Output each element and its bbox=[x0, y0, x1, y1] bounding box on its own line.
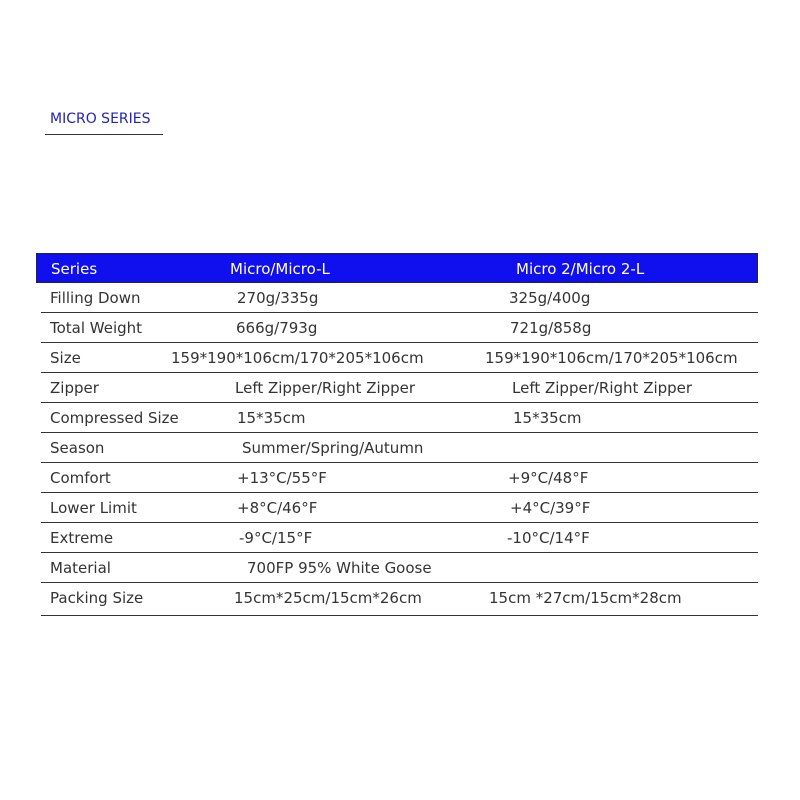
row-label: Filling Down bbox=[50, 289, 141, 307]
cell-micro: 159*190*106cm/170*205*106cm bbox=[171, 349, 424, 367]
cell-micro-2: -10°C/14°F bbox=[507, 529, 590, 547]
cell-micro-2: Left Zipper/Right Zipper bbox=[512, 379, 693, 397]
cell-micro: -9°C/15°F bbox=[239, 529, 313, 547]
cell-micro: +13°C/55°F bbox=[237, 469, 327, 487]
cell-micro: Summer/Spring/Autumn bbox=[242, 439, 424, 457]
cell-micro-2: 15cm *27cm/15cm*28cm bbox=[489, 589, 682, 607]
table-row bbox=[41, 553, 758, 583]
table-row bbox=[41, 433, 758, 463]
cell-micro: 666g/793g bbox=[236, 319, 318, 337]
cell-micro: 270g/335g bbox=[237, 289, 319, 307]
cell-micro-2: 15*35cm bbox=[513, 409, 582, 427]
row-label: Material bbox=[50, 559, 111, 577]
row-label: Compressed Size bbox=[50, 409, 179, 427]
cell-micro-2: 325g/400g bbox=[509, 289, 591, 307]
table-row bbox=[41, 313, 758, 343]
table-row bbox=[41, 283, 758, 313]
spec-table bbox=[36, 253, 758, 616]
cell-micro: Left Zipper/Right Zipper bbox=[235, 379, 416, 397]
row-label: Size bbox=[50, 349, 81, 367]
cell-micro: +8°C/46°F bbox=[237, 499, 318, 517]
row-label: Lower Limit bbox=[50, 499, 137, 517]
cell-micro-2: +4°C/39°F bbox=[510, 499, 591, 517]
table-row bbox=[41, 523, 758, 553]
table-row bbox=[41, 403, 758, 433]
row-label: Comfort bbox=[50, 469, 111, 487]
table-row bbox=[41, 343, 758, 373]
header-micro-2: Micro 2/Micro 2-L bbox=[516, 260, 645, 278]
table-header-row bbox=[36, 253, 758, 283]
cell-micro: 15cm*25cm/15cm*26cm bbox=[234, 589, 422, 607]
cell-micro-2: 721g/858g bbox=[510, 319, 592, 337]
cell-micro-2: +9°C/48°F bbox=[508, 469, 589, 487]
row-label: Zipper bbox=[50, 379, 99, 397]
header-series: Series bbox=[51, 260, 98, 278]
header-micro: Micro/Micro-L bbox=[230, 260, 330, 278]
row-label: Total Weight bbox=[50, 319, 143, 337]
table-row bbox=[41, 493, 758, 523]
table-row bbox=[41, 373, 758, 403]
cell-micro: 15*35cm bbox=[237, 409, 306, 427]
cell-micro: 700FP 95% White Goose bbox=[247, 559, 432, 577]
row-label: Season bbox=[50, 439, 105, 457]
cell-micro-2: 159*190*106cm/170*205*106cm bbox=[485, 349, 738, 367]
table-row bbox=[41, 583, 758, 616]
row-label: Packing Size bbox=[50, 589, 144, 607]
title-underline bbox=[45, 134, 163, 135]
row-label: Extreme bbox=[50, 529, 114, 547]
page-title: MICRO SERIES bbox=[50, 111, 151, 127]
table-row bbox=[41, 463, 758, 493]
